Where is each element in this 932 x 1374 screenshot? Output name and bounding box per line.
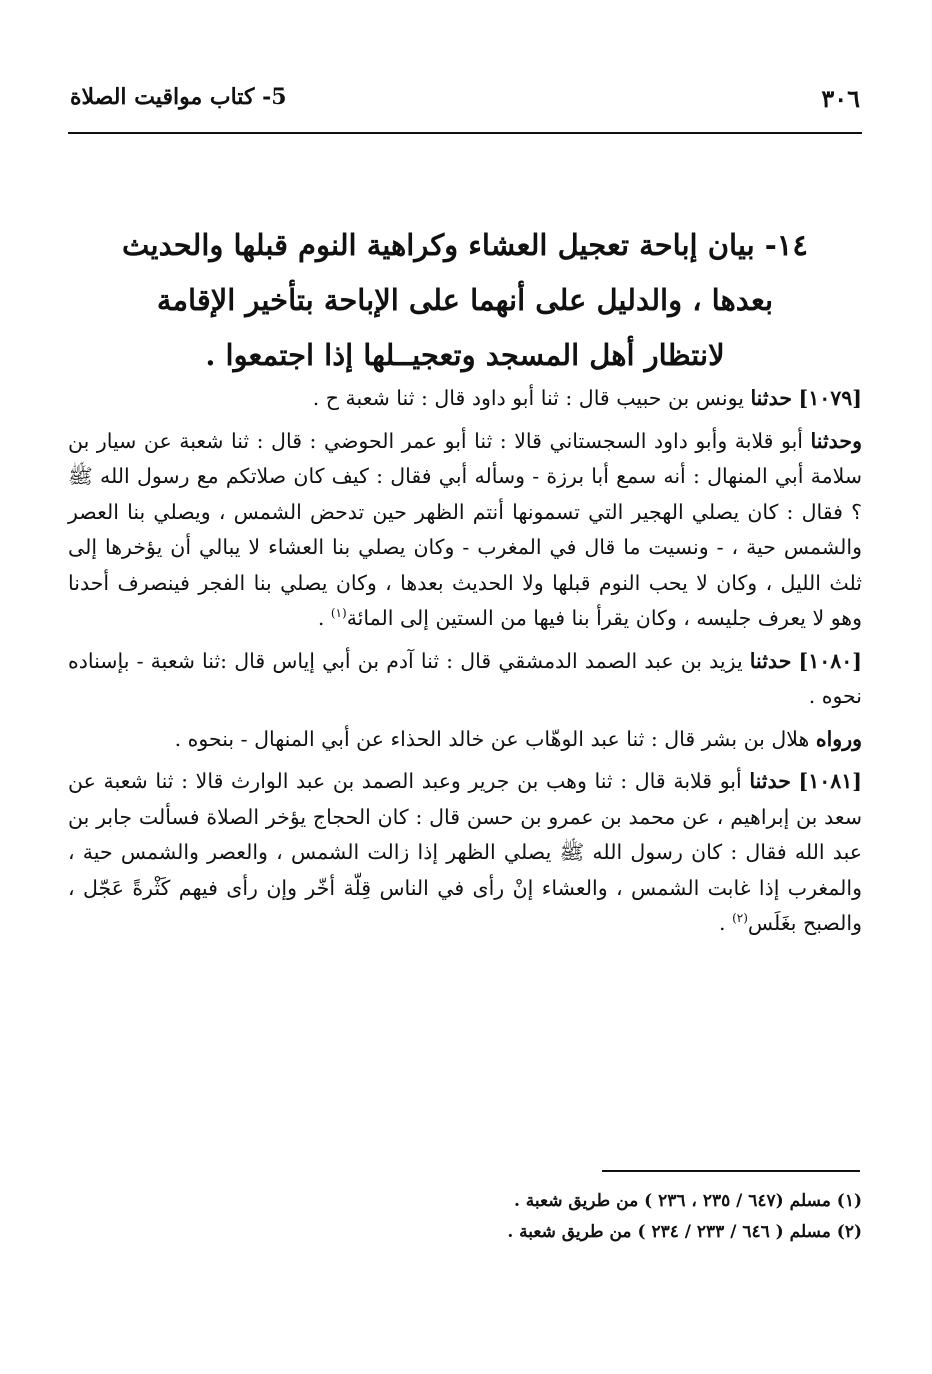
page-number: ٣٠٦ [821,84,860,113]
body-text [68,381,862,949]
running-title: 5- كتاب مواقيت الصلاة [70,84,287,110]
hadith-number: [١٠٧٩] [798,386,862,410]
footnote-divider [602,1170,860,1172]
footnote-ref[interactable]: (١) [330,606,347,621]
page-header [68,78,862,122]
hadith-text: أبو قلابة وأبو داود السجستاني قالا : ثنا أبو عمر الحوضي : قال : ثنا شعبة عن سيار بن سلامة أبي المنهال : أنه سمع أبا برزة - وسأله أبي فقال : كيف كان صلاتكم مع رسول الله ﷺ ؟ فقال : كان يصلي الهجير التي تسمونها أنتم الظهر حين تدحض الشمس ، ويصلي بنا العصر والشمس حية ، - ونسيت ما قال في المغرب - وكان يصلي بنا العشاء لا يبالي أن يؤخرها إلى ثلث الليل ، وكان لا يحب النوم قبلها ولا الحديث بعدها ، وكان يصلي بنا الفجر فينصرف أحدنا وهو لا يعرف جليسه ، وكان يقرأ بنا فيها من الستين إلى المائة [68,428,862,630]
narration-keyword: حدثنا [750,386,793,410]
hadith-tail: . [317,606,331,630]
narration-keyword: حدثنا [749,769,791,793]
hadith-1081 [68,764,862,942]
hadith-1079 [68,381,862,417]
hadith-text: يزيد بن عبد الصمد الدمشقي قال : ثنا آدم بن أبي إياس قال :ثنا شعبة - بإسناده نحوه . [68,648,862,708]
hadith-text: هلال بن بشر قال : ثنا عبد الوهّاب عن خالد الحذاء عن أبي المنهال - بنحوه . [174,726,816,751]
narration-keyword: حدثنا [749,648,792,673]
hadith-tail: . [719,911,733,935]
hadith-text: أبو قلابة قال : ثنا وهب بن جرير وعبد الصمد بن عبد الوارث قالا : ثنا شعبة عن سعد بن إبراهيم ، عن محمد بن عمرو بن حسن قال : كان الحجاج يؤخر الصلاة فسألت جابر بن عبد الله فقال : كان رسول الله ﷺ يصلي الظهر إذا زالت الشمس ، والعصر والشمس حية ، والمغرب إذا غابت الشمس ، والعشاء إنْ رأى في الناس قِلّة أخّر وإن رأى فيهم كَثْرةً عَجّل ، والصبح بغَلَس [68,769,862,935]
hadith-1080 [68,644,862,715]
header-divider [68,132,862,134]
chapter-title-line: بعدها ، والدليل على أنهما على الإباحة بتأخير الإقامة [156,283,774,317]
narration-keyword: ورواه [815,726,862,751]
footnote-ref[interactable]: (٢) [732,911,748,926]
chapter-title-line: ١٤- بيان إباحة تعجيل العشاء وكراهية النوم قبلها والحديث [122,228,808,262]
hadith-1079-second-chain [68,424,862,637]
chapter-title [68,218,862,383]
chapter-title-line: لانتظار أهل المسجد وتعجيــلها إذا اجتمعوا . [205,338,725,372]
footnotes [68,1186,862,1248]
hadith-number: [١٠٨٠] [798,648,862,673]
footnote-item: (١) مسلم (٦٤٧ / ٢٣٥ ، ٢٣٦ ) من طريق شعبة . [513,1191,862,1211]
hadith-text: يونس بن حبيب قال : ثنا أبو داود قال : ثنا شعبة ح . [312,386,751,410]
footnote-item: (٢) مسلم ( ٦٤٦ / ٢٣٣ / ٢٣٤ ) من طريق شعبة . [507,1222,862,1242]
book-page [68,78,862,1242]
hadith-1080-alt-chain [68,722,862,758]
hadith-number: [١٠٨١] [798,769,862,793]
narration-keyword: وحدثنا [810,428,862,453]
